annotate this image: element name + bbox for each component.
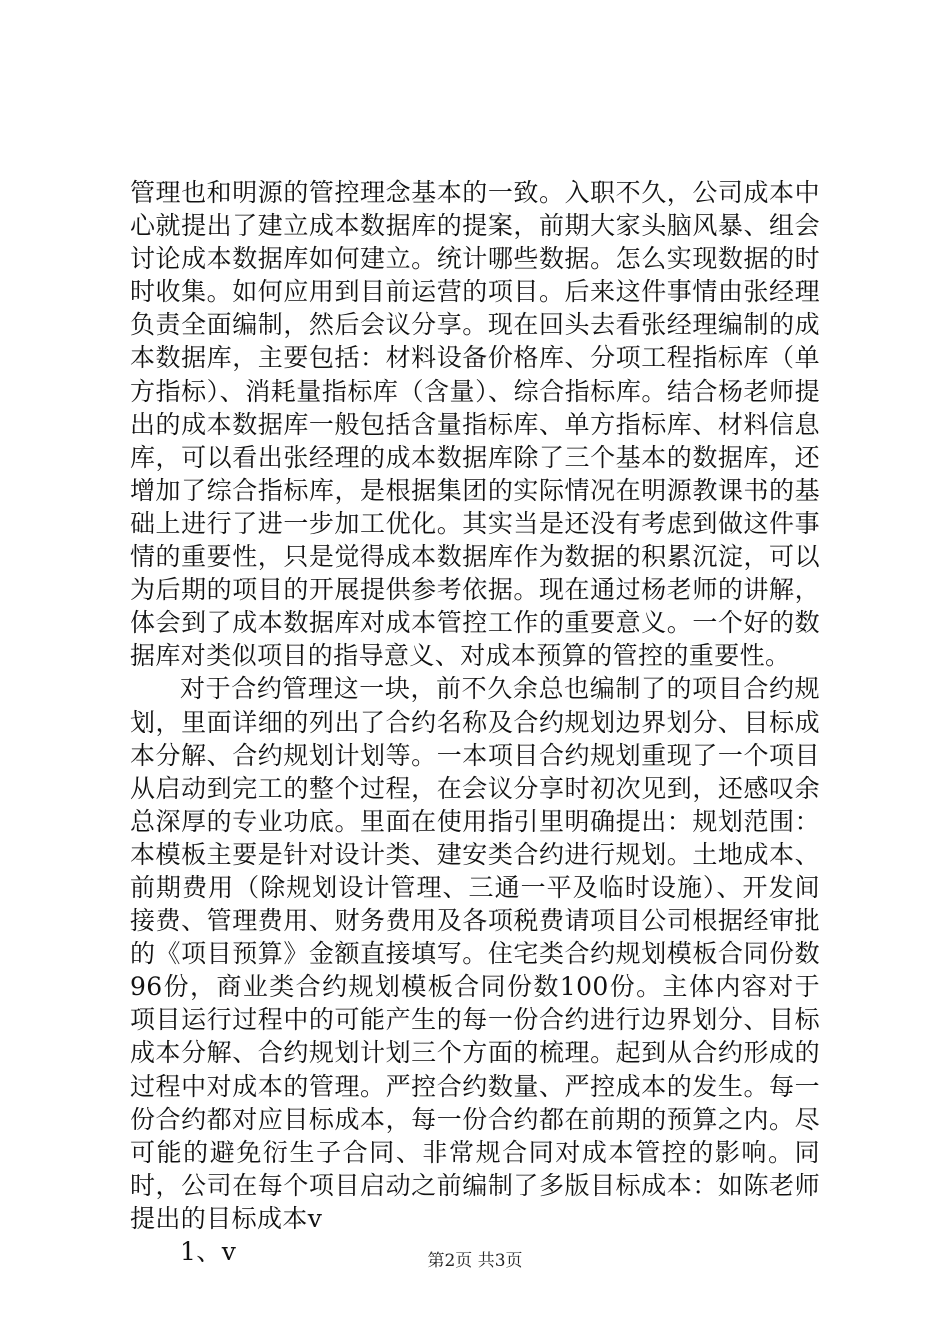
paragraph-cost-database: 管理也和明源的管控理念基本的一致。入职不久，公司成本中心就提出了建立成本数据库的提案，前期大家头脑风暴、组会讨论成本数据库如何建立。统计哪些数据。怎么实现数据的时时收集。如何应用到目前运营的项目。后来这件事情由张经理负责全面编制，然后会议分享。现在回头去看张经理编制的成本数据库，主要包括：材料设备价格库、分项工程指标库（单方指标）、消耗量指标库（含量）、综合指标库。结合杨老师提出的成本数据库一般包括含量指标库、单方指标库、材料信息库，可以看出张经理的成本数据库除了三个基本的数据库，还增加了综合指标库，是根据集团的实际情况在明源教课书的基础上进行了进一步加工优化。其实当是还没有考虑到做这件事情的重要性，只是觉得成本数据库作为数据的积累沉淀，可以为后期的项目的开展提供参考依据。现在通过杨老师的讲解，体会到了成本数据库对成本管控工作的重要意义。一个好的数据库对类似项目的指导意义、对成本预算的管控的重要性。 xyxy=(130,178,820,671)
paragraph-list-item-1: 1、v xyxy=(180,1237,237,1266)
paragraph-contract-management: 对于合约管理这一块，前不久余总也编制了的项目合约规划，里面详细的列出了合约名称及合约规划边界划分、目标成本分解、合约规划计划等。一本项目合约规划重现了一个项目从启动到完工的整个过程，在会议分享时初次见到，还感叹余总深厚的专业功底。里面在使用指引里明确提出：规划范围：本模板主要是针对设计类、建安类合约进行规划。土地成本、前期费用（除规划设计管理、三通一平及临时设施）、开发间接费、管理费用、财务费用及各项税费请项目公司根据经审批的《项目预算》金额直接填写。住宅类合约规划模板合同份数96份，商业类合约规划模板合同份数100份。主体内容对于项目运行过程中的可能产生的每一份合约进行边界划分、目标成本分解、合约规划计划三个方面的梳理。起到从合约形成的过程中对成本的管理。严控合约数量、严控成本的发生。每一份合约都对应目标成本，每一份合约都在前期的预算之内。尽可能的避免衍生子合同、非常规合同对成本管控的影响。同时，公司在每个项目启动之前编制了多版目标成本：如陈老师提出的目标成本v xyxy=(130,674,820,1233)
page-footer: 第2页 共3页 xyxy=(427,1251,523,1271)
document-body xyxy=(130,176,820,1268)
